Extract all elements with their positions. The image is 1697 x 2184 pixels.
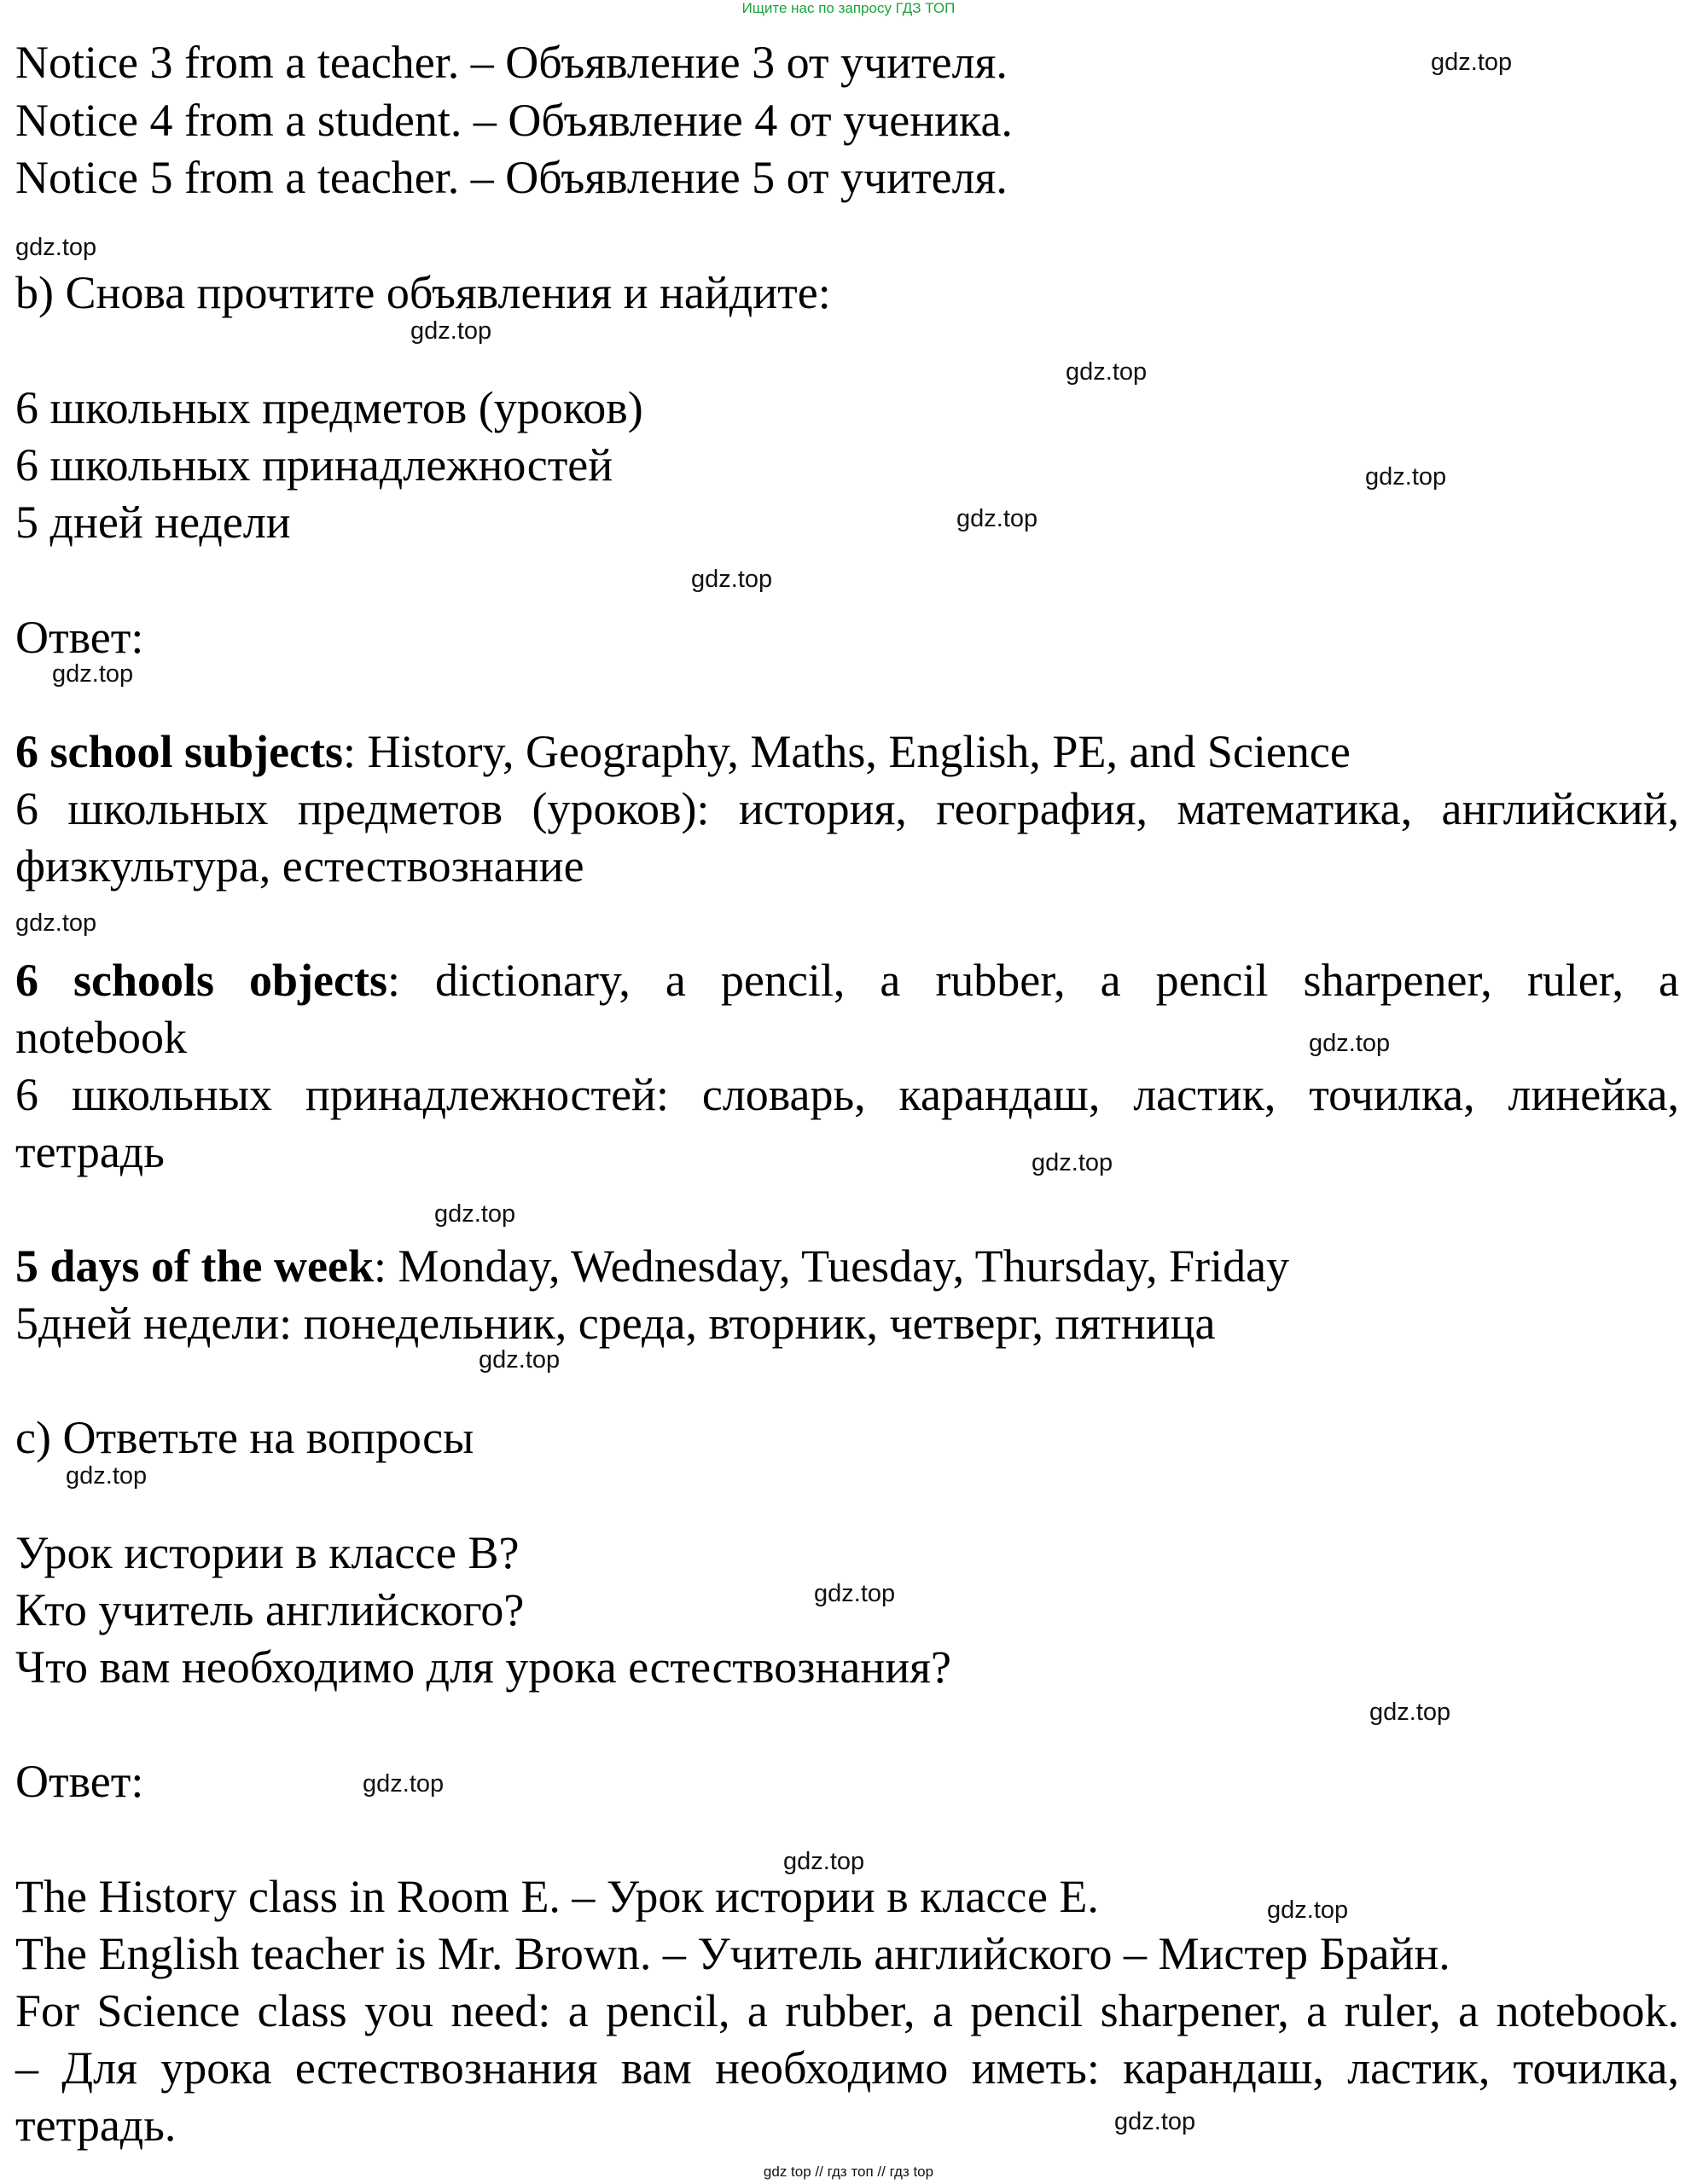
days-heading: 5 days of the week [15,1240,374,1292]
objects-heading: 6 schools objects [15,955,387,1006]
objects-line-2: notebook [15,1012,187,1063]
subjects-list: : History, Geography, Maths, English, PE, and Science [343,726,1351,777]
notice-3: Notice 3 from a teacher. – Объявление 3 от учителя. [15,37,1008,88]
objects-line [15,952,1679,1008]
answer-c-line-5: тетрадь. [15,2100,177,2151]
answer-c-line-3: For Science class you need: a pencil, a rubber, a pencil sharpener, a ruler, a notebook. [15,1985,1679,2036]
objects-ru-line-2: тетрадь [15,1126,165,1177]
task-b-title: b) Снова прочтите объявления и найдите: [15,267,831,318]
watermark: gdz.top [1369,1699,1451,1726]
notice-5: Notice 5 from a teacher. – Объявление 5 от учителя. [15,152,1008,203]
watermark: gdz.top [479,1346,561,1374]
task-b-item-objects: 6 школьных принадлежностей [15,439,613,491]
subjects-ru-line-1: 6 школьных предметов (уроков): история, география, математика, английский, [15,783,1679,834]
task-c-title: c) Ответьте на вопросы [15,1412,474,1463]
days-line [15,1238,1289,1294]
days-list: : Monday, Wednesday, Tuesday, Thursday, Friday [373,1240,1290,1292]
task-c-question-1: Урок истории в классе В? [15,1527,520,1578]
answer-c-line-4: – Для урока естествознания вам необходимо иметь: карандаш, ластик, точилка, [15,2042,1679,2094]
watermark: gdz.top [434,1200,516,1228]
watermark: gdz.top [1365,463,1447,491]
watermark: gdz.top [691,566,773,593]
objects-list: : dictionary, a pencil, a rubber, a pencil sharpener, ruler, a [387,955,1679,1006]
watermark: gdz.top [410,317,492,345]
watermark: gdz.top [66,1462,148,1490]
watermark: gdz.top [1114,2108,1196,2135]
task-b-item-days: 5 дней недели [15,497,291,548]
watermark: gdz.top [15,909,97,937]
watermark: gdz.top [956,505,1038,532]
objects-ru-line-1: 6 школьных принадлежностей: словарь, карандаш, ластик, точилка, линейка, [15,1069,1679,1120]
watermark: gdz.top [1431,49,1513,76]
subjects-ru-line-2: физкультура, естествознание [15,840,584,892]
watermark: gdz.top [783,1848,865,1875]
footer: gdz top // гдз топ // гдз top [763,2164,934,2180]
watermark: gdz.top [363,1770,445,1798]
answer-c-line-1: The History class in Room E. – Урок истории в классе Е. [15,1871,1099,1922]
answer-label-b: Ответ: [15,612,144,663]
task-b-item-subjects: 6 школьных предметов (уроков) [15,382,643,433]
top-banner: Ищите нас по запросу ГДЗ ТОП [741,0,956,16]
task-c-question-3: Что вам необходимо для урока естествознания? [15,1641,951,1693]
watermark: gdz.top [1267,1896,1349,1924]
watermark: gdz.top [1066,358,1148,386]
watermark: gdz.top [814,1580,896,1607]
answer-label-c: Ответ: [15,1756,144,1807]
subjects-line [15,723,1351,780]
task-c-question-2: Кто учитель английского? [15,1584,525,1635]
watermark: gdz.top [52,660,134,688]
subjects-heading: 6 school subjects [15,726,344,777]
notice-4: Notice 4 from a student. – Объявление 4 от ученика. [15,95,1013,146]
watermark: gdz.top [1032,1149,1113,1176]
answer-c-line-2: The English teacher is Mr. Brown. – Учитель английского – Мистер Брайн. [15,1928,1450,1979]
watermark: gdz.top [15,234,97,261]
watermark: gdz.top [1309,1030,1391,1057]
days-ru-line: 5дней недели: понедельник, среда, вторник, четверг, пятница [15,1298,1216,1349]
